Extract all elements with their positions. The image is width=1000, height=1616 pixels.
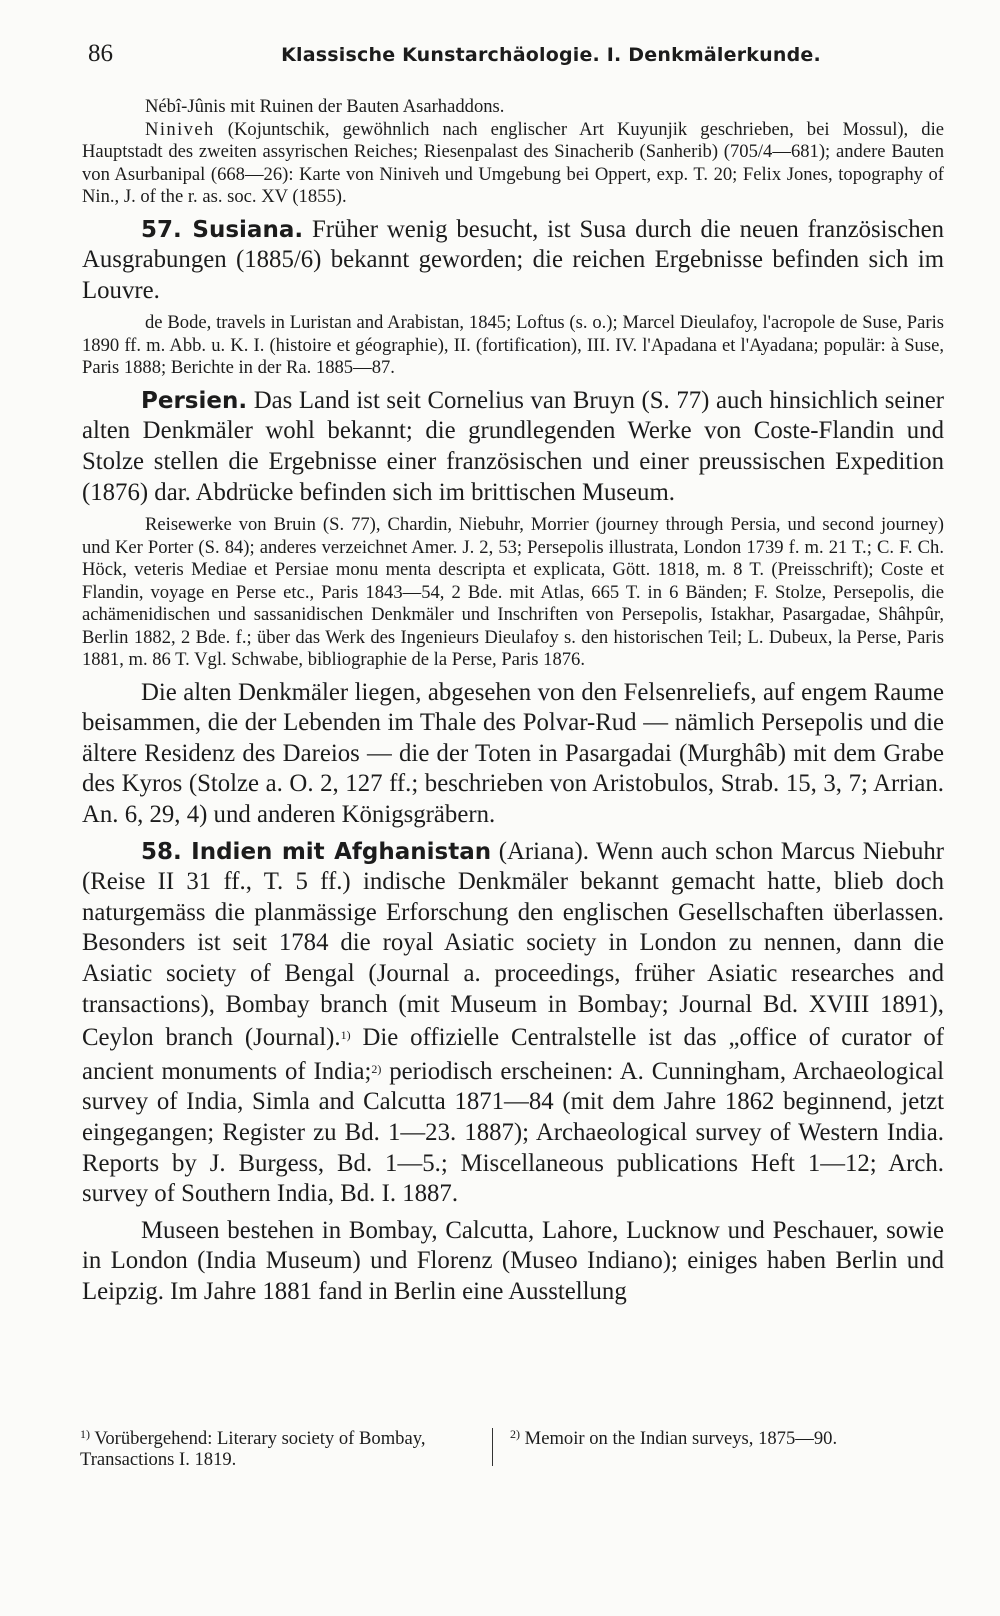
niniveh-text: (Kojuntschik, gewöhnlich nach englischer Art Kuyunjik geschrieben, bei Mossul), die Hauptstadt des zweiten assyrischen Reiches; Riesenpalast des Sinacherib (Sanherib) (705/4—681); andere Bauten von Asurbanipal (668—26): Karte von Niniveh und Umgebung bei Oppert, exp. T. 20; Felix Jones, topography of Nin., J. of the r. as. soc. XV (1855). <box>82 118 944 207</box>
footnote-2-mark: 2) <box>510 1427 520 1441</box>
section-heading-susiana: 57. Susiana. <box>141 216 304 243</box>
page-body <box>82 96 944 1308</box>
paragraph-denkmaeler <box>82 678 944 831</box>
running-title: Klassische Kunstarchäologie. I. Denkmälerkunde. <box>281 44 821 66</box>
page-header <box>82 38 940 78</box>
paragraph-susiana-bibliography <box>82 312 944 380</box>
footnote-2-text: Memoir on the Indian surveys, 1875—90. <box>524 1428 838 1449</box>
denkmaeler-text: Die alten Denkmäler liegen, abgesehen von den Felsenreliefs, auf engem Raume beisammen, die der Lebenden im Thale des Polvar-Rud — nämlich Persepolis und die ältere Residenz des Dareios — die der Toten in Pasargadai (Murghâb) mit dem Grabe des Kyros (Stolze a. O. 2, 127 ff.; beschrieben von Aristobulos, Strab. 15, 3, 7; Arrian. An. 6, 29, 4) und anderen Königsgräbern. <box>82 678 944 829</box>
page-number: 86 <box>88 40 113 67</box>
museen-text: Museen bestehen in Bombay, Calcutta, Lahore, Lucknow und Peschauer, sowie in London (India Museum) und Florenz (Museo Indiano); einiges haben Berlin und Leipzig. Im Jahre 1881 fand in Berlin eine Ausstellung <box>82 1216 944 1305</box>
persien-bibliography-text: Reisewerke von Bruin (S. 77), Chardin, Niebuhr, Morrier (journey through Persia, und second journey) und Ker Porter (S. 84); anderes verzeichnet Amer. J. 2, 53; Persepolis illustrata, London 1739 f. m. 21 T.; C. F. Ch. Höck, veteris Mediae et Persiae monu menta descripta et explicata, Gött. 1818, m. 8 T. (Preisschrift); Coste et Flandin, voyage en Perse etc., Paris 1843—54, 2 Bde. mit Atlas, 665 T. in 6 Bänden; F. Stolze, Persepolis, die achämenidischen und sassanidischen Denkmäler und Inschriften von Persepolis, Istakhar, Pasargadae, Shâhpûr, Berlin 1882, 2 Bde. f.; über das Werk des Ingenieurs Dieulafoy s. den historischen Teil; L. Dubeux, la Perse, Paris 1881, m. 86 T. Vgl. Schwabe, bibliographie de la Perse, Paris 1876. <box>82 514 944 671</box>
section-heading-indien: 58. Indien mit Afghanistan <box>141 838 492 865</box>
indien-text-b: Die offizielle Centralstelle ist das „office of curator of ancient monuments of India; <box>82 1024 944 1085</box>
indien-text-a: (Ariana). Wenn auch schon Marcus Niebuhr (Reise II 31 ff., T. 5 ff.) indische Denkmäler bekannt gemacht hatte, blieb doch naturgemäss die planmässige Erforschung den englischen Gesellschaften überlassen. Besonders ist seit 1784 die royal Asiatic society in London zu nennen, dann die Asiatic society of Bengal (Journal a. proceedings, früher Asiatic researches and transactions), Bombay branch (mit Museum in Bombay; Journal Bd. XVIII 1891), Ceylon branch (Journal). <box>82 837 944 1052</box>
paragraph-persien <box>82 386 944 508</box>
paragraph-persien-bibliography <box>82 514 944 672</box>
footnote-ref-2[interactable]: 2) <box>371 1061 382 1076</box>
section-heading-persien: Persien. <box>141 387 248 414</box>
indien-text-c: periodisch erscheinen: A. Cunningham, Archaeological survey of India, Simla and Calcutta 1871—84 (mit dem Jahre 1862 beginnend, jetzt eingegangen; Register zu Bd. 1—23. 1887); Archaeological survey of Western India. Reports by J. Burgess, Bd. 1—5.; Miscellaneous publications Heft 1—12; Arch. survey of Southern India, Bd. I. 1887. <box>82 1057 944 1208</box>
footnote-divider <box>492 1428 493 1466</box>
footnote-ref-1[interactable]: 1) <box>340 1028 351 1043</box>
susiana-text: Früher wenig besucht, ist Susa durch die neuen französischen Ausgrabungen (1885/6) bekannt geworden; die reichen Ergebnisse befinden sich im Louvre. <box>82 215 944 304</box>
paragraph-susiana <box>82 215 944 307</box>
paragraph-niniveh <box>82 119 944 209</box>
footnote-1-text: Vorübergehend: Literary society of Bombay, Transactions I. 1819. <box>80 1428 426 1470</box>
paragraph-museen <box>82 1216 944 1308</box>
footnote-2 <box>510 1424 950 1449</box>
paragraph-indien <box>82 837 944 1210</box>
susiana-bibliography-text: de Bode, travels in Luristan and Arabistan, 1845; Loftus (s. o.); Marcel Dieulafoy, l'acropole de Suse, Paris 1890 ff. m. Abb. u. K. I. (histoire et géographie), II. (fortification), III. IV. l'Apadana et l'Ayadana; populär: à Suse, Paris 1888; Berichte in der Ra. 1885—87. <box>82 312 944 379</box>
paragraph-nebi <box>82 96 944 119</box>
nebi-text: Nébî-Jûnis mit Ruinen der Bauten Asarhaddons. <box>145 96 505 117</box>
footnote-1 <box>80 1424 488 1470</box>
niniveh-name: Niniveh <box>145 118 215 140</box>
persien-text: Das Land ist seit Cornelius van Bruyn (S. 77) auch hinsichlich seiner alten Denkmäler wohl bekannt; die grundlegenden Werke von Coste-Flandin und Stolze stellen die Ergebnisse einer französischen und einer preussischen Expedition (1876) dar. Abdrücke befinden sich im brittischen Museum. <box>82 386 944 506</box>
footnote-1-mark: 1) <box>80 1427 90 1441</box>
